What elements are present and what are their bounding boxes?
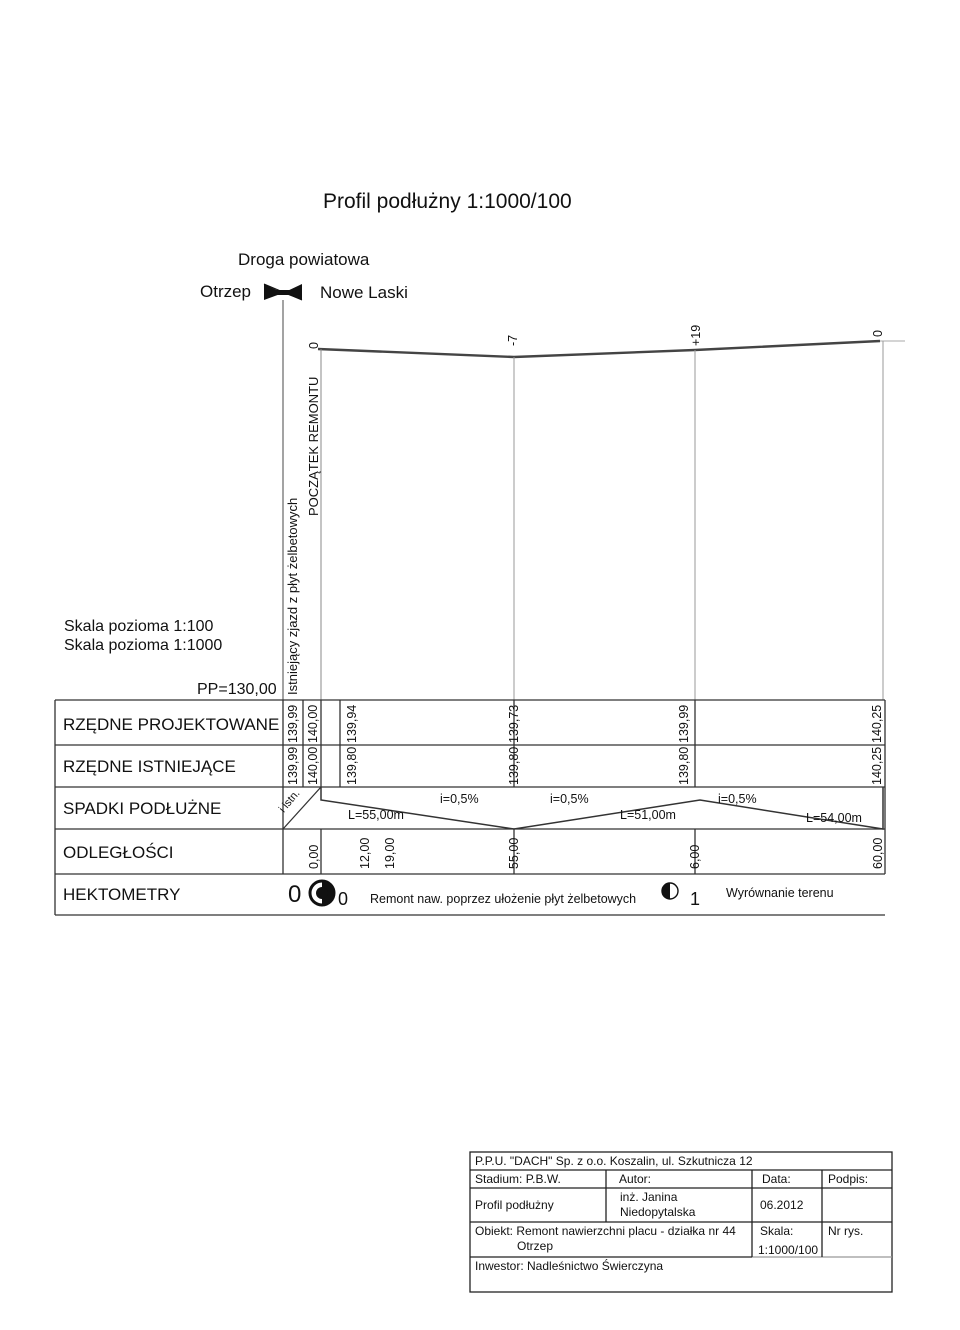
offset-106: +19 xyxy=(689,324,703,346)
hectometer-0-sub: 0 xyxy=(338,889,349,909)
distance-value: 6,00 xyxy=(688,844,702,869)
distance-value: 0,00 xyxy=(307,844,321,869)
hectometer-1-marker-icon xyxy=(662,883,678,899)
signature-label: Podpis: xyxy=(828,1172,869,1186)
slope-3: i=0,5% xyxy=(718,792,757,806)
distance-value: 60,00 xyxy=(871,837,885,869)
existing-value: 140,25 xyxy=(870,746,884,785)
scale-value: 1:1000/100 xyxy=(758,1243,819,1257)
author-name-1: inż. Janina xyxy=(620,1190,678,1204)
offset-160: 0 xyxy=(871,330,885,337)
road-flag-icon xyxy=(264,284,302,300)
slope-2: i=0,5% xyxy=(550,792,589,806)
existing-value: 139,80 xyxy=(677,746,691,785)
drawing-number-label: Nr rys. xyxy=(828,1224,864,1238)
author-label: Autor: xyxy=(619,1172,652,1186)
row-label-distances: ODLEGŁOŚCI xyxy=(63,843,174,862)
reference-level: PP=130,00 xyxy=(197,681,277,698)
row-label-existing: RZĘDNE ISTNIEJĄCE xyxy=(63,757,236,776)
offset-55: -7 xyxy=(506,334,520,346)
hectometer-note-1: Remont naw. poprzez ułożenie płyt żelbetowych xyxy=(370,892,637,906)
scale-line-1: Skala pozioma 1:100 xyxy=(64,618,214,635)
segment-length-3: L=54,00m xyxy=(806,811,862,825)
scale-line-2: Skala pozioma 1:1000 xyxy=(64,637,223,654)
hectometer-0-label: 0 xyxy=(288,881,302,908)
company-name: P.P.U. "DACH" Sp. z o.o. Koszalin, ul. Szkutnicza 12 xyxy=(475,1154,753,1168)
projected-value: 139,94 xyxy=(345,704,359,743)
projected-value: 139,99 xyxy=(286,704,300,743)
start-of-repair-note: POCZĄTEK REMONTU xyxy=(306,376,321,516)
segment-length-2: L=51,00m xyxy=(620,808,676,822)
scale-label: Skala: xyxy=(760,1224,794,1238)
projected-value: 140,25 xyxy=(870,704,884,743)
hectometer-note-2: Wyrównanie terenu xyxy=(726,886,834,900)
investor: Inwestor: Nadleśnictwo Świerczyna xyxy=(475,1259,664,1273)
road-name: Droga powiatowa xyxy=(238,250,370,269)
hectometer-1-label: 1 xyxy=(690,889,701,909)
distance-value: 19,00 xyxy=(383,837,397,869)
stage: Stadium: P.B.W. xyxy=(475,1172,561,1186)
author-name-2: Niedopytalska xyxy=(620,1205,696,1219)
projected-value: 139,99 xyxy=(677,704,691,743)
road-to: Nowe Laski xyxy=(320,283,408,302)
row-label-hectometers: HEKTOMETRY xyxy=(63,885,181,904)
existing-value: 140,00 xyxy=(306,746,320,785)
date-value: 06.2012 xyxy=(760,1198,804,1212)
row-label-projected: RZĘDNE PROJEKTOWANE xyxy=(63,715,280,734)
object-line-1: Obiekt: Remont nawierzchni placu - działka nr 44 xyxy=(475,1224,736,1238)
road-from: Otrzep xyxy=(200,282,252,301)
existing-slope-label: i istn. xyxy=(276,787,303,815)
distance-value: 12,00 xyxy=(358,837,372,869)
segment-length-1: L=55,00m xyxy=(348,808,404,822)
drawing-name: Profil podłużny xyxy=(475,1198,554,1212)
projected-value: 140,00 xyxy=(306,704,320,743)
distance-value: 55,00 xyxy=(507,837,521,869)
existing-value: 139,99 xyxy=(286,746,300,785)
existing-value: 139,80 xyxy=(345,746,359,785)
hectometer-0-marker-icon xyxy=(310,881,334,905)
drawing-title: Profil podłużny 1:1000/100 xyxy=(323,190,572,213)
grade-line xyxy=(318,341,880,357)
object-line-2: Otrzep xyxy=(517,1239,554,1253)
row-label-slopes: SPADKI PODŁUŻNE xyxy=(63,799,222,818)
offset-0-start: 0 xyxy=(307,342,321,349)
existing-value: 139,80 xyxy=(507,746,521,785)
projected-value: 139,73 xyxy=(507,704,521,743)
slope-1: i=0,5% xyxy=(440,792,479,806)
date-label: Data: xyxy=(762,1172,791,1186)
existing-entry-note: Istniejący zjazd z płyt żelbetowych xyxy=(285,497,300,695)
